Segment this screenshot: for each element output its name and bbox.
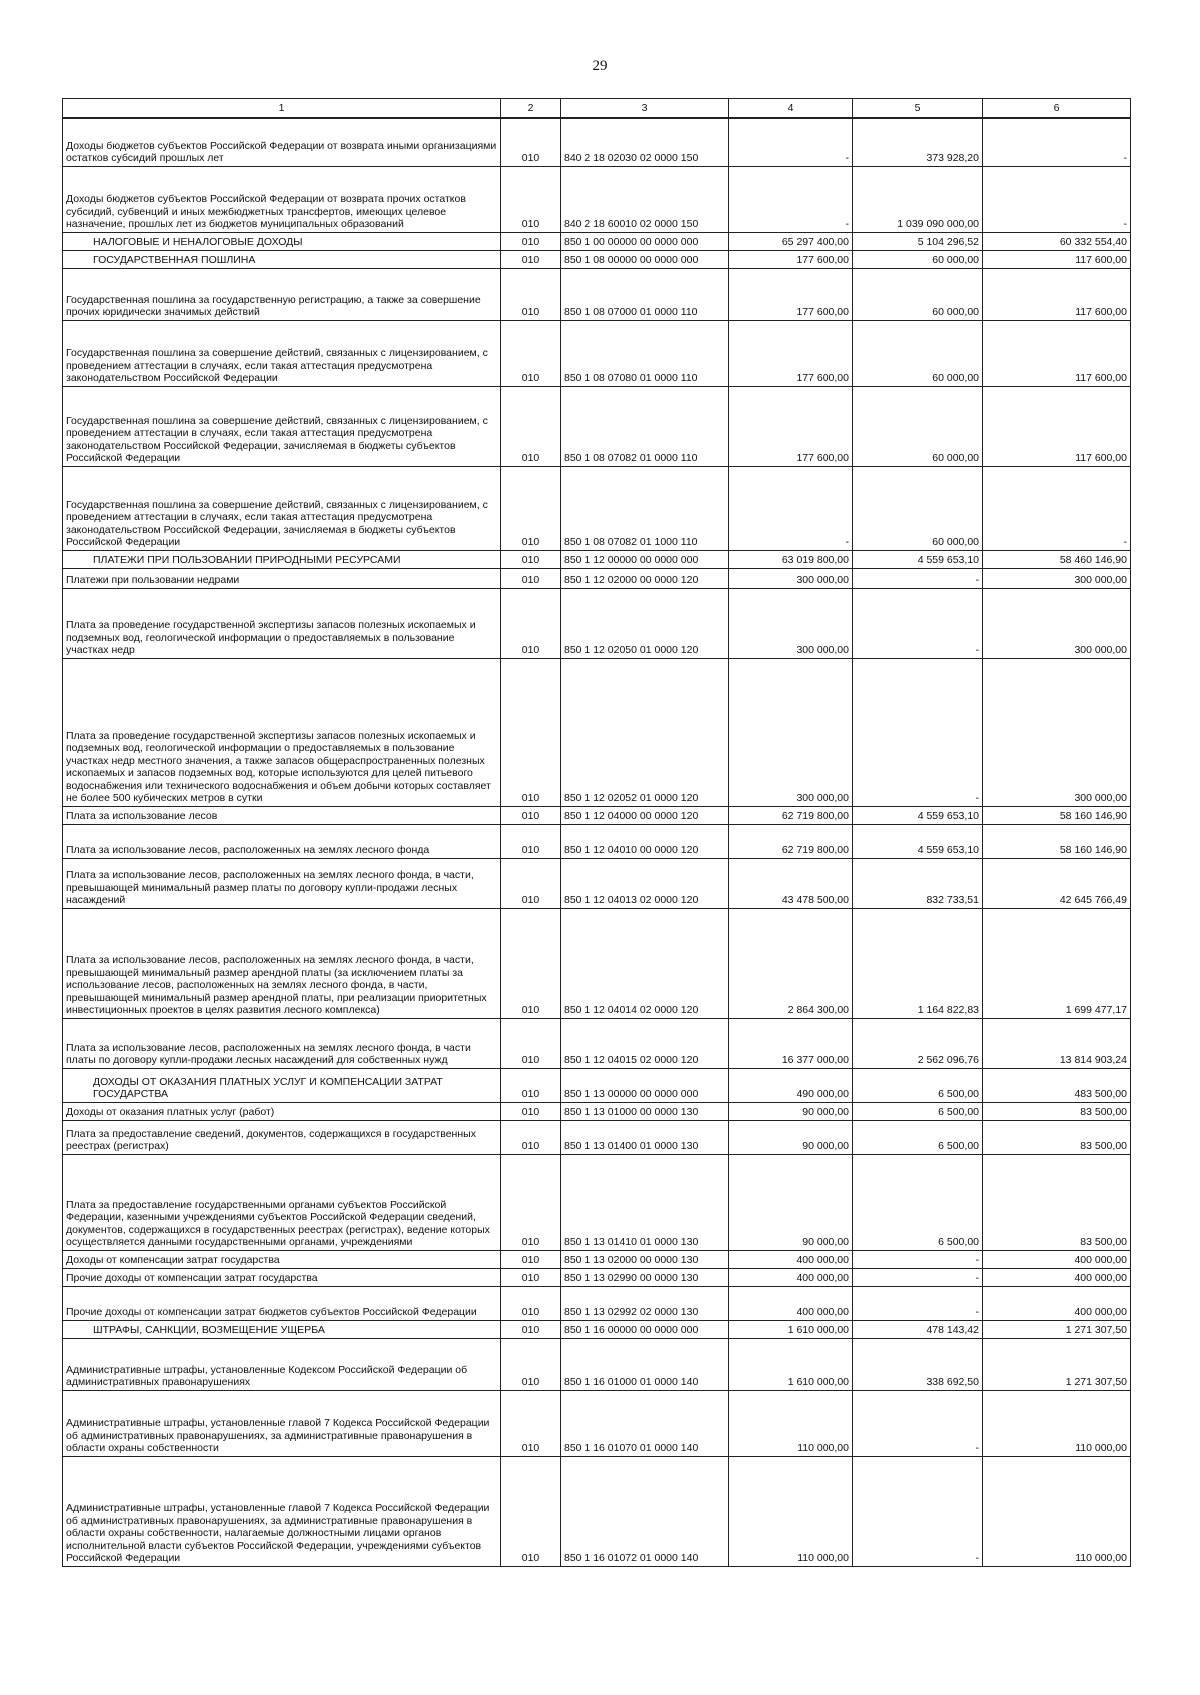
row-name: ШТРАФЫ, САНКЦИИ, ВОЗМЕЩЕНИЕ УЩЕРБА xyxy=(63,1320,501,1338)
row-line-code: 010 xyxy=(501,118,561,166)
row-value-col4: 177 600,00 xyxy=(729,268,853,320)
row-line-code: 010 xyxy=(501,1018,561,1068)
row-value-col4: 490 000,00 xyxy=(729,1068,853,1102)
row-value-col6: 42 645 766,49 xyxy=(983,858,1131,908)
row-budget-code: 850 1 08 07000 01 0000 110 xyxy=(561,268,729,320)
row-budget-code: 850 1 13 01410 01 0000 130 xyxy=(561,1154,729,1250)
column-number-row xyxy=(63,99,1131,119)
table-row xyxy=(63,550,1131,568)
table-row xyxy=(63,806,1131,824)
row-budget-code: 850 1 08 07082 01 0000 110 xyxy=(561,386,729,466)
row-line-code: 010 xyxy=(501,1154,561,1250)
row-value-col5: - xyxy=(853,1286,983,1320)
row-name: Плата за использование лесов, расположенных на землях лесного фонда, в части, превышающей минимальный размер платы по договору купли-продажи лесных насаждений xyxy=(63,858,501,908)
row-value-col6: 300 000,00 xyxy=(983,588,1131,658)
row-value-col4: 16 377 000,00 xyxy=(729,1018,853,1068)
row-name: Государственная пошлина за совершение действий, связанных с лицензированием, с проведением аттестации в случаях, если такая аттестация предусмотрена законодательством Российской Федерации, зачисляемая в бюджеты субъектов Российской Федерации xyxy=(63,466,501,550)
row-value-col5: 373 928,20 xyxy=(853,118,983,166)
row-value-col4: - xyxy=(729,118,853,166)
row-value-col5: - xyxy=(853,658,983,806)
row-value-col5: - xyxy=(853,1250,983,1268)
row-value-col6: 110 000,00 xyxy=(983,1390,1131,1456)
row-value-col4: 177 600,00 xyxy=(729,250,853,268)
row-name: Плата за проведение государственной экспертизы запасов полезных ископаемых и подземных вод, геологической информации о предоставляемых в пользование участках недр местного значения, а также запасов общераспространенных полезных ископаемых и запасов подземных вод, которые используются для целей питьевого водоснабжения или технического водоснабжения и объем добычи которых составляет не более 500 кубических метров в сутки xyxy=(63,658,501,806)
row-value-col4: 177 600,00 xyxy=(729,386,853,466)
row-name: Доходы от компенсации затрат государства xyxy=(63,1250,501,1268)
row-budget-code: 850 1 12 04010 00 0000 120 xyxy=(561,824,729,858)
row-value-col6: 117 600,00 xyxy=(983,386,1131,466)
row-value-col6: 83 500,00 xyxy=(983,1120,1131,1154)
row-line-code: 010 xyxy=(501,1250,561,1268)
table-row xyxy=(63,1068,1131,1102)
row-value-col6: 1 271 307,50 xyxy=(983,1338,1131,1390)
table-row xyxy=(63,166,1131,232)
table-row xyxy=(63,588,1131,658)
column-header: 3 xyxy=(561,99,729,119)
row-value-col5: 6 500,00 xyxy=(853,1068,983,1102)
row-name: Плата за использование лесов, расположенных на землях лесного фонда, в части, превышающей минимальный размер арендной платы (за исключением платы за использование лесов, расположенных на землях лесного фонда, в части, превышающей минимальный размер арендной платы, при реализации приоритетных инвестиционных проектов в целях развития лесного комплекса) xyxy=(63,908,501,1018)
row-value-col4: 90 000,00 xyxy=(729,1154,853,1250)
row-value-col6: 83 500,00 xyxy=(983,1154,1131,1250)
row-budget-code: 850 1 00 00000 00 0000 000 xyxy=(561,232,729,250)
row-value-col4: 43 478 500,00 xyxy=(729,858,853,908)
row-budget-code: 850 1 12 02052 01 0000 120 xyxy=(561,658,729,806)
row-value-col5: 4 559 653,10 xyxy=(853,806,983,824)
row-budget-code: 850 1 13 01000 00 0000 130 xyxy=(561,1102,729,1120)
row-name: ГОСУДАРСТВЕННАЯ ПОШЛИНА xyxy=(63,250,501,268)
table-row xyxy=(63,1338,1131,1390)
row-value-col4: 90 000,00 xyxy=(729,1120,853,1154)
row-budget-code: 850 1 08 07080 01 0000 110 xyxy=(561,320,729,386)
row-budget-code: 850 1 13 01400 01 0000 130 xyxy=(561,1120,729,1154)
row-budget-code: 850 1 12 02050 01 0000 120 xyxy=(561,588,729,658)
row-line-code: 010 xyxy=(501,232,561,250)
row-budget-code: 850 1 16 00000 00 0000 000 xyxy=(561,1320,729,1338)
row-value-col6: 400 000,00 xyxy=(983,1250,1131,1268)
row-line-code: 010 xyxy=(501,568,561,588)
row-name: Плата за использование лесов, расположенных на землях лесного фонда, в части платы по договору купли-продажи лесных насаждений для собственных нужд xyxy=(63,1018,501,1068)
row-name: Платежи при пользовании недрами xyxy=(63,568,501,588)
row-budget-code: 840 2 18 60010 02 0000 150 xyxy=(561,166,729,232)
table-row xyxy=(63,658,1131,806)
row-value-col5: - xyxy=(853,1268,983,1286)
row-name: Плата за использование лесов, расположенных на землях лесного фонда xyxy=(63,824,501,858)
revenue-table xyxy=(62,98,1131,1567)
row-value-col5: 6 500,00 xyxy=(853,1154,983,1250)
row-value-col6: 483 500,00 xyxy=(983,1068,1131,1102)
row-value-col4: 400 000,00 xyxy=(729,1268,853,1286)
table-row xyxy=(63,1102,1131,1120)
row-budget-code: 850 1 13 02992 02 0000 130 xyxy=(561,1286,729,1320)
row-value-col6: 58 160 146,90 xyxy=(983,824,1131,858)
row-value-col4: 63 019 800,00 xyxy=(729,550,853,568)
row-value-col5: 60 000,00 xyxy=(853,386,983,466)
row-value-col6: 117 600,00 xyxy=(983,268,1131,320)
row-line-code: 010 xyxy=(501,1338,561,1390)
row-value-col6: - xyxy=(983,466,1131,550)
column-header: 2 xyxy=(501,99,561,119)
row-value-col6: 1 699 477,17 xyxy=(983,908,1131,1018)
row-line-code: 010 xyxy=(501,658,561,806)
row-value-col6: 400 000,00 xyxy=(983,1268,1131,1286)
row-value-col4: 62 719 800,00 xyxy=(729,824,853,858)
row-value-col6: 13 814 903,24 xyxy=(983,1018,1131,1068)
row-line-code: 010 xyxy=(501,268,561,320)
row-value-col4: 400 000,00 xyxy=(729,1286,853,1320)
row-name: Прочие доходы от компенсации затрат бюджетов субъектов Российской Федерации xyxy=(63,1286,501,1320)
row-value-col5: 478 143,42 xyxy=(853,1320,983,1338)
column-header: 4 xyxy=(729,99,853,119)
row-line-code: 010 xyxy=(501,1102,561,1120)
row-value-col6: 300 000,00 xyxy=(983,658,1131,806)
row-value-col5: 60 000,00 xyxy=(853,320,983,386)
row-value-col5: 1 039 090 000,00 xyxy=(853,166,983,232)
row-value-col6: 117 600,00 xyxy=(983,250,1131,268)
row-value-col5: 832 733,51 xyxy=(853,858,983,908)
row-line-code: 010 xyxy=(501,466,561,550)
table-row xyxy=(63,1120,1131,1154)
row-budget-code: 840 2 18 02030 02 0000 150 xyxy=(561,118,729,166)
row-name: Государственная пошлина за государственную регистрацию, а также за совершение прочих юридически значимых действий xyxy=(63,268,501,320)
row-name: Административные штрафы, установленные главой 7 Кодекса Российской Федерации об административных правонарушениях, за административные правонарушения в области охраны собственности, налагаемые должностными лицами органов исполнительной власти субъектов Российской Федерации, учреждениями субъектов Российской Федерации xyxy=(63,1456,501,1566)
row-line-code: 010 xyxy=(501,1390,561,1456)
row-value-col6: 400 000,00 xyxy=(983,1286,1131,1320)
row-value-col6: 60 332 554,40 xyxy=(983,232,1131,250)
row-value-col5: 60 000,00 xyxy=(853,250,983,268)
row-line-code: 010 xyxy=(501,908,561,1018)
row-budget-code: 850 1 12 04000 00 0000 120 xyxy=(561,806,729,824)
column-header: 1 xyxy=(63,99,501,119)
table-row xyxy=(63,268,1131,320)
row-name: Доходы от оказания платных услуг (работ) xyxy=(63,1102,501,1120)
table-row xyxy=(63,1320,1131,1338)
table-row xyxy=(63,1268,1131,1286)
row-budget-code: 850 1 12 04015 02 0000 120 xyxy=(561,1018,729,1068)
row-line-code: 010 xyxy=(501,1068,561,1102)
row-value-col5: 6 500,00 xyxy=(853,1120,983,1154)
row-line-code: 010 xyxy=(501,806,561,824)
table-row xyxy=(63,824,1131,858)
row-value-col6: 58 460 146,90 xyxy=(983,550,1131,568)
table-row xyxy=(63,118,1131,166)
row-value-col6: 110 000,00 xyxy=(983,1456,1131,1566)
row-value-col4: 300 000,00 xyxy=(729,568,853,588)
row-budget-code: 850 1 12 02000 00 0000 120 xyxy=(561,568,729,588)
row-value-col6: 83 500,00 xyxy=(983,1102,1131,1120)
row-budget-code: 850 1 13 00000 00 0000 000 xyxy=(561,1068,729,1102)
row-name: Плата за проведение государственной экспертизы запасов полезных ископаемых и подземных вод, геологической информации о предоставляемых в пользование участках недр xyxy=(63,588,501,658)
row-line-code: 010 xyxy=(501,386,561,466)
row-budget-code: 850 1 13 02990 00 0000 130 xyxy=(561,1268,729,1286)
row-name: Доходы бюджетов субъектов Российской Федерации от возврата иными организациями остатков субсидий прошлых лет xyxy=(63,118,501,166)
row-value-col4: 400 000,00 xyxy=(729,1250,853,1268)
table-row xyxy=(63,1250,1131,1268)
row-value-col4: 1 610 000,00 xyxy=(729,1320,853,1338)
row-name: Доходы бюджетов субъектов Российской Федерации от возврата прочих остатков субсидий, субвенций и иных межбюджетных трансфертов, имеющих целевое назначение, прошлых лет из бюджетов муниципальных образований xyxy=(63,166,501,232)
row-value-col4: 177 600,00 xyxy=(729,320,853,386)
row-value-col5: - xyxy=(853,1456,983,1566)
row-name: Плата за использование лесов xyxy=(63,806,501,824)
table-row xyxy=(63,250,1131,268)
row-value-col6: 1 271 307,50 xyxy=(983,1320,1131,1338)
row-value-col5: 6 500,00 xyxy=(853,1102,983,1120)
column-header: 6 xyxy=(983,99,1131,119)
table-row xyxy=(63,1154,1131,1250)
table-row xyxy=(63,1390,1131,1456)
row-budget-code: 850 1 16 01072 01 0000 140 xyxy=(561,1456,729,1566)
row-line-code: 010 xyxy=(501,824,561,858)
table-row xyxy=(63,908,1131,1018)
table-row xyxy=(63,386,1131,466)
row-value-col4: 2 864 300,00 xyxy=(729,908,853,1018)
row-budget-code: 850 1 12 00000 00 0000 000 xyxy=(561,550,729,568)
row-value-col4: - xyxy=(729,166,853,232)
row-value-col6: - xyxy=(983,166,1131,232)
row-value-col6: 117 600,00 xyxy=(983,320,1131,386)
row-value-col5: - xyxy=(853,1390,983,1456)
row-line-code: 010 xyxy=(501,588,561,658)
row-value-col5: 2 562 096,76 xyxy=(853,1018,983,1068)
row-name: ДОХОДЫ ОТ ОКАЗАНИЯ ПЛАТНЫХ УСЛУГ И КОМПЕНСАЦИИ ЗАТРАТ ГОСУДАРСТВА xyxy=(63,1068,501,1102)
row-name: Административные штрафы, установленные Кодексом Российской Федерации об административных правонарушениях xyxy=(63,1338,501,1390)
row-value-col4: 300 000,00 xyxy=(729,588,853,658)
row-line-code: 010 xyxy=(501,1286,561,1320)
row-name: НАЛОГОВЫЕ И НЕНАЛОГОВЫЕ ДОХОДЫ xyxy=(63,232,501,250)
row-value-col6: - xyxy=(983,118,1131,166)
row-budget-code: 850 1 12 04014 02 0000 120 xyxy=(561,908,729,1018)
table-row xyxy=(63,858,1131,908)
table-row xyxy=(63,320,1131,386)
row-value-col4: 65 297 400,00 xyxy=(729,232,853,250)
row-value-col6: 58 160 146,90 xyxy=(983,806,1131,824)
row-name: Прочие доходы от компенсации затрат государства xyxy=(63,1268,501,1286)
row-value-col5: - xyxy=(853,568,983,588)
row-value-col5: 60 000,00 xyxy=(853,466,983,550)
row-budget-code: 850 1 08 00000 00 0000 000 xyxy=(561,250,729,268)
row-value-col4: 110 000,00 xyxy=(729,1390,853,1456)
table-row xyxy=(63,466,1131,550)
row-name: Государственная пошлина за совершение действий, связанных с лицензированием, с проведением аттестации в случаях, если такая аттестация предусмотрена законодательством Российской Федерации xyxy=(63,320,501,386)
row-value-col4: - xyxy=(729,466,853,550)
row-value-col4: 62 719 800,00 xyxy=(729,806,853,824)
table-row xyxy=(63,568,1131,588)
row-value-col6: 300 000,00 xyxy=(983,568,1131,588)
row-name: ПЛАТЕЖИ ПРИ ПОЛЬЗОВАНИИ ПРИРОДНЫМИ РЕСУРСАМИ xyxy=(63,550,501,568)
row-value-col4: 300 000,00 xyxy=(729,658,853,806)
row-value-col4: 110 000,00 xyxy=(729,1456,853,1566)
row-line-code: 010 xyxy=(501,166,561,232)
row-line-code: 010 xyxy=(501,250,561,268)
row-line-code: 010 xyxy=(501,320,561,386)
row-budget-code: 850 1 13 02000 00 0000 130 xyxy=(561,1250,729,1268)
row-budget-code: 850 1 16 01070 01 0000 140 xyxy=(561,1390,729,1456)
row-value-col5: 60 000,00 xyxy=(853,268,983,320)
row-line-code: 010 xyxy=(501,858,561,908)
row-value-col4: 1 610 000,00 xyxy=(729,1338,853,1390)
page-number: 29 xyxy=(592,58,608,74)
row-budget-code: 850 1 12 04013 02 0000 120 xyxy=(561,858,729,908)
row-name: Плата за предоставление сведений, документов, содержащихся в государственных реестрах (регистрах) xyxy=(63,1120,501,1154)
table-row xyxy=(63,232,1131,250)
table-row xyxy=(63,1456,1131,1566)
row-value-col5: 5 104 296,52 xyxy=(853,232,983,250)
row-value-col5: 338 692,50 xyxy=(853,1338,983,1390)
row-value-col5: 1 164 822,83 xyxy=(853,908,983,1018)
column-header: 5 xyxy=(853,99,983,119)
table-row xyxy=(63,1286,1131,1320)
row-name: Государственная пошлина за совершение действий, связанных с лицензированием, с проведением аттестации в случаях, если такая аттестация предусмотрена законодательством Российской Федерации, зачисляемая в бюджеты субъектов Российской Федерации xyxy=(63,386,501,466)
row-value-col5: - xyxy=(853,588,983,658)
row-budget-code: 850 1 08 07082 01 1000 110 xyxy=(561,466,729,550)
row-line-code: 010 xyxy=(501,1268,561,1286)
row-value-col4: 90 000,00 xyxy=(729,1102,853,1120)
row-line-code: 010 xyxy=(501,1456,561,1566)
row-name: Плата за предоставление государственными органами субъектов Российской Федерации, казенными учреждениями субъектов Российской Федерации сведений, документов, содержащихся в государственных реестрах (регистрах), ведение которых осуществляется данными государственными органами, учреждениями xyxy=(63,1154,501,1250)
table-row xyxy=(63,1018,1131,1068)
row-line-code: 010 xyxy=(501,1320,561,1338)
row-line-code: 010 xyxy=(501,550,561,568)
row-budget-code: 850 1 16 01000 01 0000 140 xyxy=(561,1338,729,1390)
row-name: Административные штрафы, установленные главой 7 Кодекса Российской Федерации об административных правонарушениях, за административные правонарушения в области охраны собственности xyxy=(63,1390,501,1456)
row-value-col5: 4 559 653,10 xyxy=(853,824,983,858)
row-value-col5: 4 559 653,10 xyxy=(853,550,983,568)
row-line-code: 010 xyxy=(501,1120,561,1154)
